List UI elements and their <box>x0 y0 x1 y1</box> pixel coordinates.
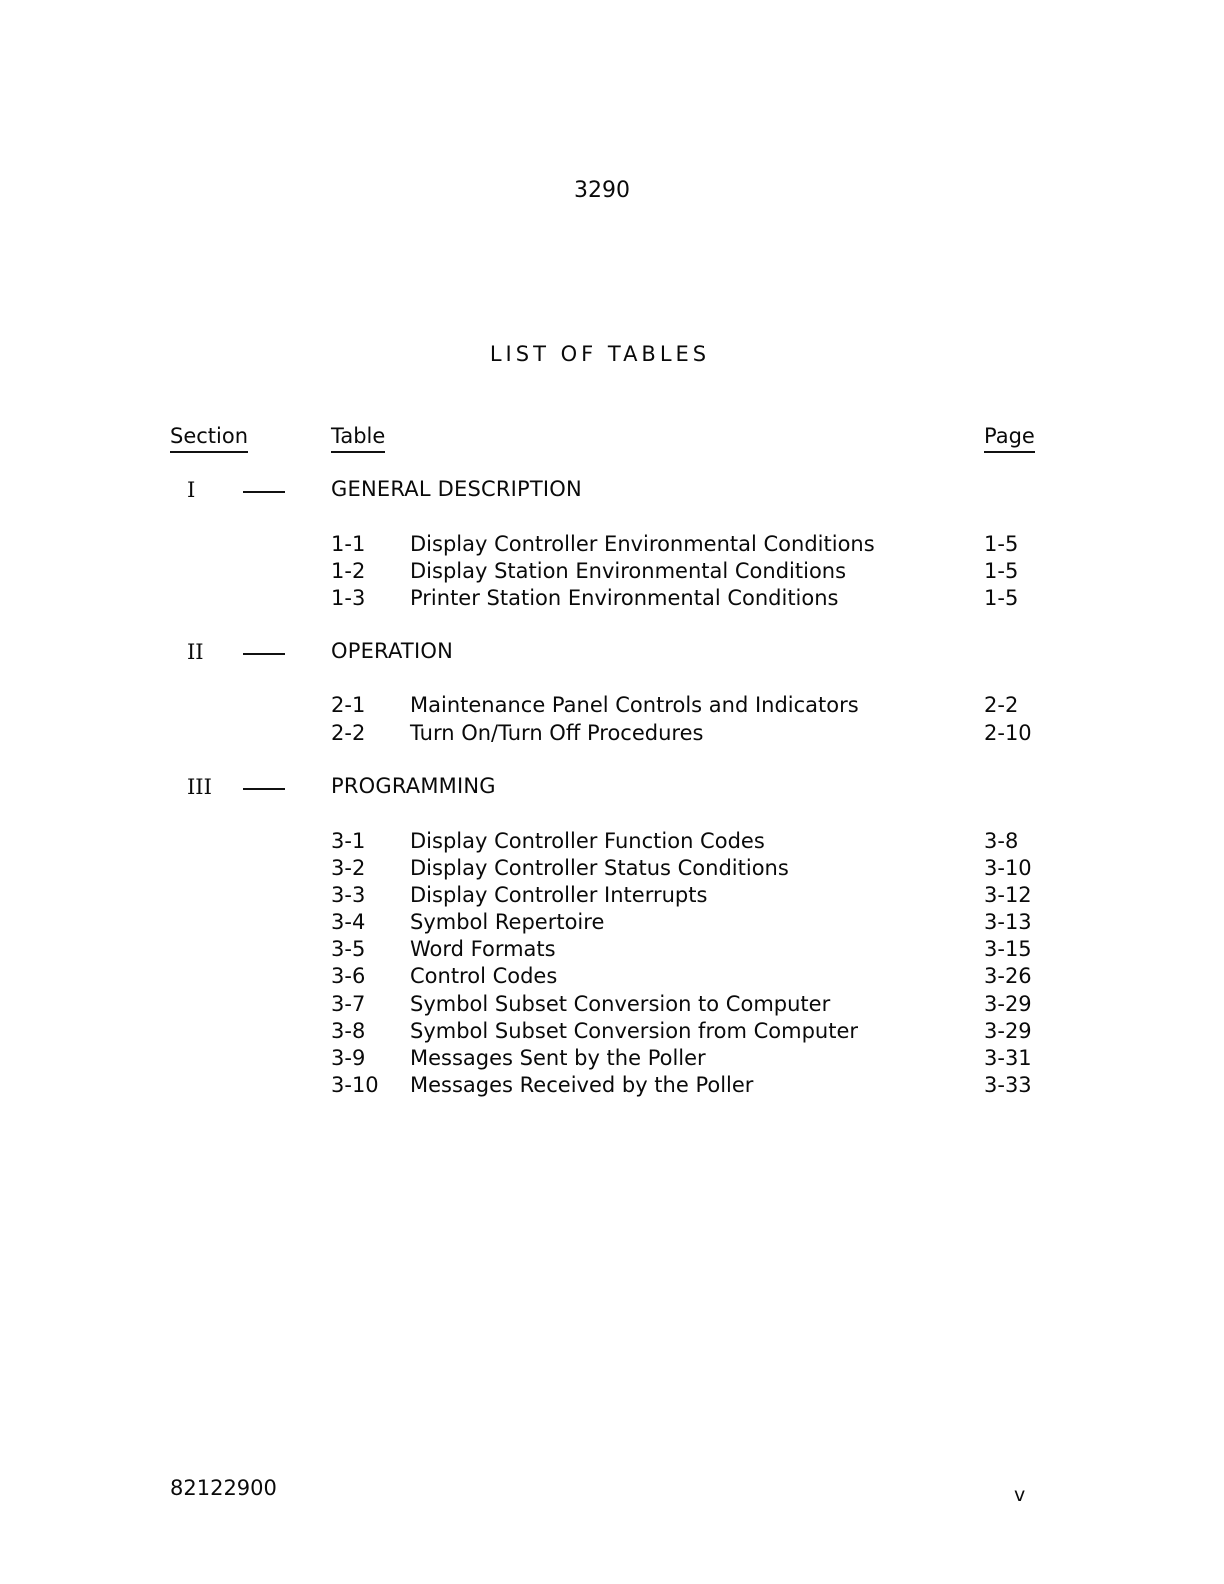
table-entry-title: Display Controller Environmental Conditions <box>410 532 875 556</box>
column-header-page <box>984 424 1035 448</box>
table-entry-page: 2-10 <box>984 721 1032 745</box>
table-entry-title: Symbol Subset Conversion from Computer <box>410 1019 858 1043</box>
column-header-section <box>170 424 248 448</box>
table-entry-page: 3-15 <box>984 937 1032 961</box>
table-entry-page: 3-12 <box>984 883 1032 907</box>
table-entry-title: Symbol Repertoire <box>410 910 605 934</box>
table-entry-number: 3-7 <box>331 992 366 1016</box>
table-entry-page: 3-33 <box>984 1073 1032 1097</box>
section-numeral: II <box>187 640 204 664</box>
table-entry[interactable] <box>0 963 1224 990</box>
table-entry-title: Printer Station Environmental Conditions <box>410 586 839 610</box>
table-entry-title: Display Controller Interrupts <box>410 883 708 907</box>
table-entry-number: 3-1 <box>331 829 366 853</box>
table-entry-page: 3-29 <box>984 992 1032 1016</box>
table-entry[interactable] <box>0 1045 1224 1072</box>
column-header-table <box>331 424 385 448</box>
table-entry-page: 3-10 <box>984 856 1032 880</box>
section-numeral: I <box>187 478 196 502</box>
table-entry-page: 1-5 <box>984 532 1019 556</box>
table-entry-page: 3-8 <box>984 829 1019 853</box>
table-entry[interactable] <box>0 1072 1224 1099</box>
table-entry[interactable] <box>0 1018 1224 1045</box>
table-entry-number: 3-8 <box>331 1019 366 1043</box>
table-entry-title: Maintenance Panel Controls and Indicators <box>410 693 859 717</box>
table-entry-title: Display Controller Status Conditions <box>410 856 789 880</box>
table-entry-number: 2-1 <box>331 693 366 717</box>
section-title: OPERATION <box>331 639 453 663</box>
table-entry[interactable] <box>0 692 1224 719</box>
table-entry-title: Control Codes <box>410 964 558 988</box>
section-dash <box>243 653 285 655</box>
table-entry-number: 3-2 <box>331 856 366 880</box>
table-entry-number: 3-5 <box>331 937 366 961</box>
column-header-page-label: Page <box>984 424 1035 453</box>
section-title: PROGRAMMING <box>331 774 496 798</box>
table-entry-page: 1-5 <box>984 586 1019 610</box>
table-entry[interactable] <box>0 720 1224 747</box>
page-title: LIST OF TABLES <box>489 342 711 366</box>
table-entry-page: 3-26 <box>984 964 1032 988</box>
table-entry-title: Display Station Environmental Conditions <box>410 559 847 583</box>
table-entry-page: 3-13 <box>984 910 1032 934</box>
table-entry-number: 1-1 <box>331 532 366 556</box>
table-entry-title: Messages Sent by the Poller <box>410 1046 706 1070</box>
table-entry[interactable] <box>0 585 1224 612</box>
section-dash <box>243 491 285 493</box>
table-entry-number: 3-9 <box>331 1046 366 1070</box>
footer-document-id: 82122900 <box>170 1476 277 1500</box>
column-header-table-label: Table <box>331 424 385 453</box>
footer-page-number: v <box>1014 1484 1026 1506</box>
table-entry[interactable] <box>0 936 1224 963</box>
table-entry-title: Messages Received by the Poller <box>410 1073 754 1097</box>
section-dash <box>243 788 285 790</box>
table-entry-page: 3-29 <box>984 1019 1032 1043</box>
table-entry-number: 1-2 <box>331 559 366 583</box>
section-title: GENERAL DESCRIPTION <box>331 477 582 501</box>
section-numeral: III <box>187 775 212 799</box>
table-entry-number: 3-4 <box>331 910 366 934</box>
table-entry-title: Turn On/Turn Off Procedures <box>410 721 704 745</box>
table-entry[interactable] <box>0 991 1224 1018</box>
table-entry[interactable] <box>0 558 1224 585</box>
table-entry-number: 3-3 <box>331 883 366 907</box>
document-number: 3290 <box>574 178 630 203</box>
table-entry[interactable] <box>0 855 1224 882</box>
table-entry[interactable] <box>0 909 1224 936</box>
table-entry-number: 3-6 <box>331 964 366 988</box>
table-entry[interactable] <box>0 882 1224 909</box>
table-entry-page: 1-5 <box>984 559 1019 583</box>
table-entry-number: 3-10 <box>331 1073 379 1097</box>
column-header-section-label: Section <box>170 424 248 453</box>
table-entry-number: 1-3 <box>331 586 366 610</box>
table-entry-page: 2-2 <box>984 693 1019 717</box>
table-entry-number: 2-2 <box>331 721 366 745</box>
table-entry-page: 3-31 <box>984 1046 1032 1070</box>
table-entry-title: Word Formats <box>410 937 556 961</box>
table-entry-title: Display Controller Function Codes <box>410 829 765 853</box>
table-entry-title: Symbol Subset Conversion to Computer <box>410 992 831 1016</box>
table-entry[interactable] <box>0 531 1224 558</box>
table-entry[interactable] <box>0 828 1224 855</box>
